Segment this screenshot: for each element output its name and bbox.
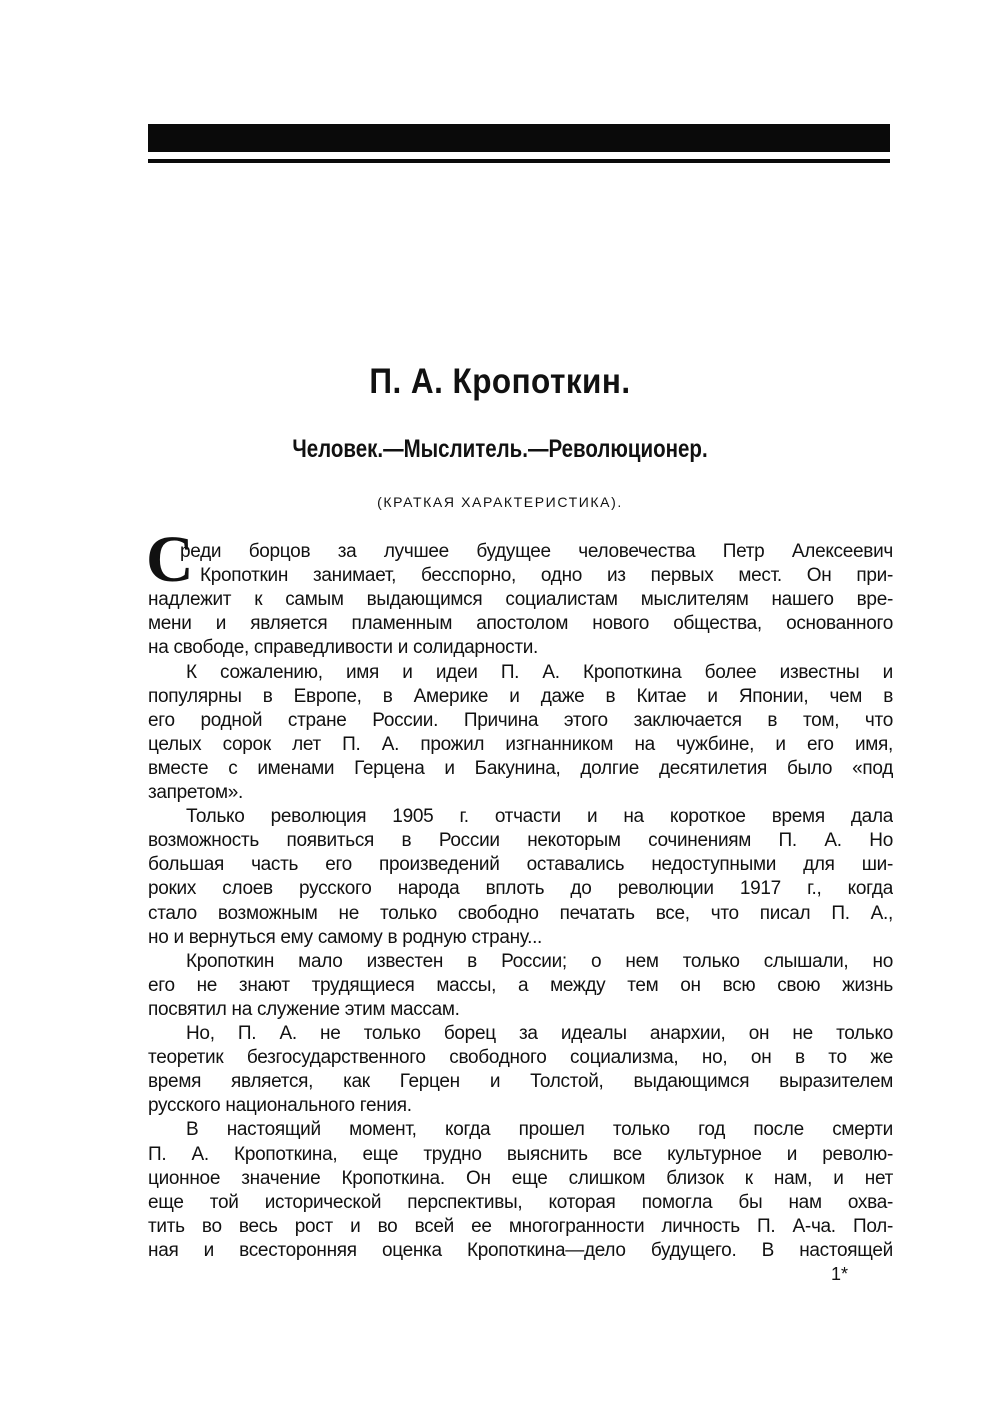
- text-line: теоретик безгосударственного свободного социализма, но, он в то же: [148, 1047, 893, 1069]
- text-line: надлежит к самым выдающимся социалистам мыслителям нашего вре-: [148, 589, 893, 611]
- text-line: запретом».: [148, 782, 244, 803]
- text-line: Кропоткин занимает, бесспорно, одно из первых мест. Он при-: [200, 565, 893, 587]
- text-line: целых сорок лет П. А. прожил изгнанником на чужбине, и его имя,: [148, 733, 893, 755]
- text-line: но и вернуться ему самому в родную страну...: [148, 926, 543, 948]
- text-line: ная и всесторонняя оценка Кропоткина—дело будущего. В настоящей: [148, 1239, 893, 1261]
- text-line: Кропоткин мало известен в России; о нем только слышали, но: [186, 950, 893, 972]
- text-line: русского национального гения.: [148, 1095, 412, 1117]
- text-line: роких слоев русского народа вплоть до революции 1917 г., когда: [148, 878, 893, 900]
- text-line: еще той исторической перспективы, которая помогла бы нам охва-: [148, 1191, 893, 1213]
- drop-cap: С: [146, 523, 194, 596]
- text-line: К сожалению, имя и идеи П. А. Кропоткина более известны и: [186, 661, 893, 683]
- text-line: возможность появиться в России некоторым сочинениям П. А. Но: [148, 830, 893, 852]
- text-line: популярны в Европе, в Америке и даже в Китае и Японии, чем в: [148, 685, 893, 707]
- text-line: Но, П. А. не только борец за идеалы анархии, он не только: [186, 1023, 893, 1044]
- text-line: Только революция 1905 г. отчасти и на короткое время дала: [186, 806, 893, 828]
- text-line: П. А. Кропоткина, еще трудно выяснить все культурное и револю-: [148, 1143, 893, 1165]
- text-line: мени и является пламенным апостолом нового общества, основанного: [148, 613, 893, 635]
- text-line: реди борцов за лучшее будущее человечества Петр Алексеевич: [180, 541, 893, 562]
- header-rule-thick: [148, 124, 890, 152]
- text-line: ционное значение Кропоткина. Он еще слишком близок к нам, и нет: [148, 1167, 893, 1189]
- text-line: стало возможным не только свободно печатать все, что писал П. А.,: [148, 902, 893, 924]
- page-number: 1*: [831, 1264, 849, 1284]
- text-line: на свободе, справедливости и солидарности.: [148, 637, 539, 659]
- text-line: его не знают трудящиеся массы, а между тем он всю свою жизнь: [148, 974, 893, 996]
- header-rule-thin: [148, 159, 890, 163]
- text-line: посвятил на служение этим массам.: [148, 998, 460, 1020]
- text-line: время является, как Герцен и Толстой, выдающимся выразителем: [148, 1071, 893, 1093]
- text-line: В настоящий момент, когда прошел только год после смерти: [186, 1119, 893, 1141]
- text-line: тить во весь рост и во всей ее многогранности личность П. А-ча. Пол-: [148, 1215, 893, 1237]
- text-line: большая часть его произведений оставались недоступными для ши-: [148, 854, 893, 876]
- text-line: его родной стране России. Причина этого заключается в том, что: [148, 709, 893, 731]
- page-title: П. А. Кропоткин.: [369, 362, 631, 401]
- page-subtitle: Человек.—Мыслитель.—Революционер.: [292, 435, 708, 463]
- text-line: вместе с именами Герцена и Бакунина, долгие десятилетия было «под: [148, 757, 893, 779]
- subtitle-note: (КРАТКАЯ ХАРАКТЕРИСТИКА).: [377, 494, 623, 510]
